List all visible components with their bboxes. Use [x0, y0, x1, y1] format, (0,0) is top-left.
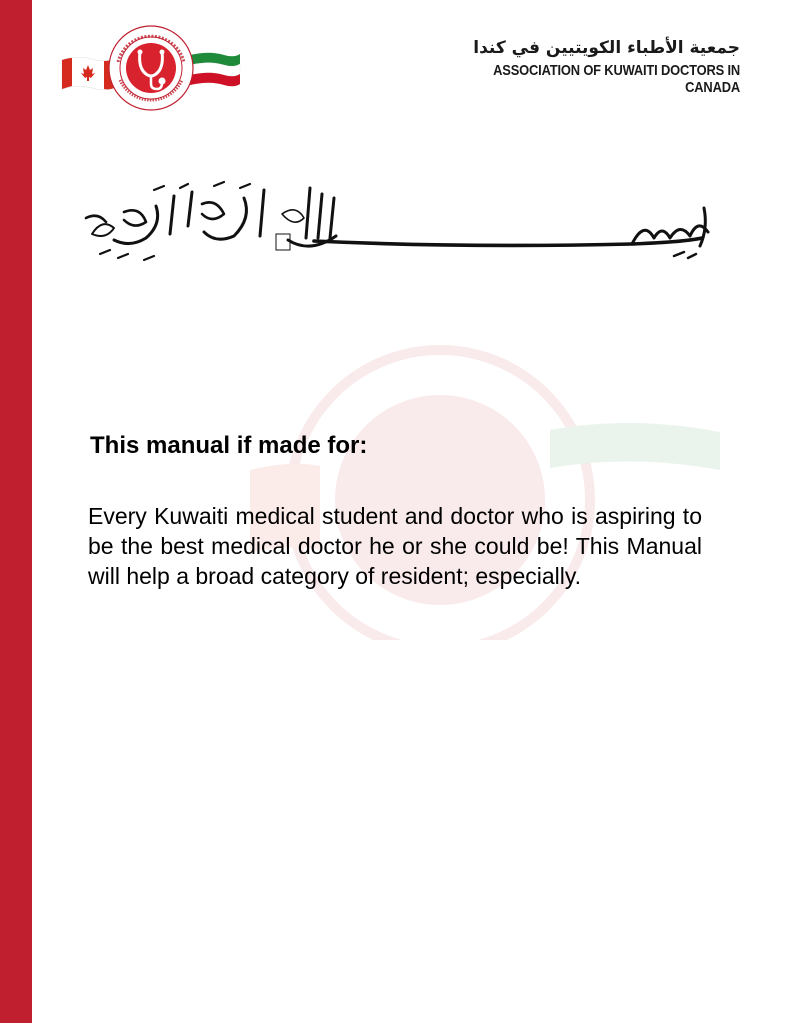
organization-name-arabic: جمعية الأطباء الكويتيين في كندا	[473, 38, 740, 58]
association-logo	[58, 22, 244, 112]
left-margin-bar	[0, 0, 32, 1023]
manual-purpose-heading: This manual if made for:	[90, 432, 368, 459]
basmala-calligraphy	[84, 178, 724, 270]
manual-purpose-paragraph: Every Kuwaiti medical student and doctor who is aspiring to be the best medical doctor he or she could be! This Manual will help a broad category of resident; especially.	[88, 503, 702, 589]
seal-watermark	[250, 320, 720, 640]
organization-name-english: ASSOCIATION OF KUWAITI DOCTORS IN CANADA	[493, 62, 740, 96]
canada-flag-icon	[62, 57, 114, 90]
seal-icon	[109, 26, 193, 110]
